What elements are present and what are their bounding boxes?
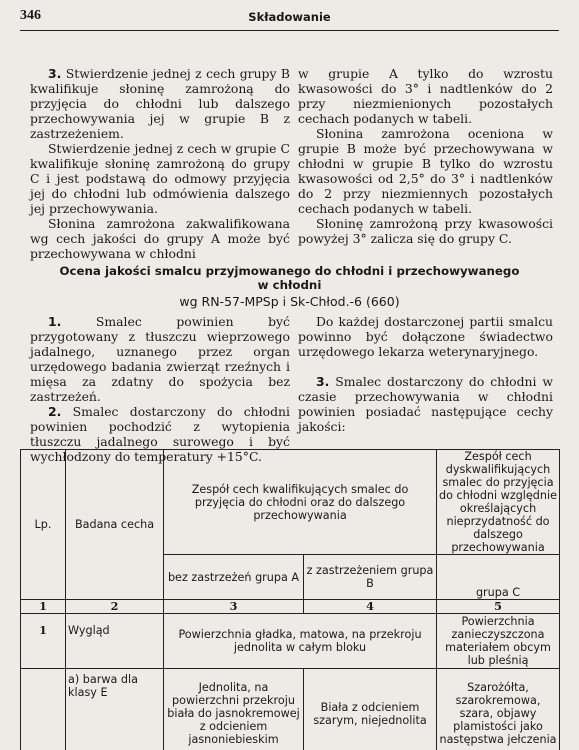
paragraph-text: Smalec dostarczony do chłodni powinien pochodzić z wytopienia tłuszczu jadalnego surowego i być wychłodzony do temperatury +15°C.: [30, 404, 290, 464]
page-number: 346: [20, 8, 41, 23]
paragraph-number: 3.: [48, 66, 62, 81]
paragraph-text: Do każdej dostarczonej partii smalcu powinno być dołączone świadectwo urzędowego lekarza weterynaryjnego.: [298, 314, 553, 359]
paragraph: [30, 66, 290, 141]
header-group-qualifying: Zespół cech kwalifikujących smalec do przyjęcia do chłodni oraz do dalszego przechowywania: [164, 450, 437, 555]
paragraph: [298, 66, 553, 126]
paragraph: [298, 126, 553, 216]
row-lp: 1: [21, 614, 66, 669]
paragraph: [30, 216, 290, 261]
header-group-c: grupa C: [437, 555, 560, 600]
header-lp: Lp.: [21, 450, 66, 600]
paragraph: [30, 314, 290, 404]
right-column-top: [298, 66, 553, 246]
row-group-c: Szarożółta, szarokremowa, szara, objawy plamistości jako następstwa jełczenia: [437, 669, 560, 750]
column-number: 2: [66, 600, 164, 614]
table-row: [21, 614, 560, 669]
row-group-a: Jednolita, na powierzchni przekroju biała do jasnokremowej z odcieniem jasnoniebieskim: [164, 669, 304, 750]
paragraph-number: 2.: [48, 404, 62, 419]
paragraph-text: Smalec powinien być przygotowany z tłuszczu wieprzowego jadalnego, uznanego przez organ urzędowego badania zwierząt rzeźnych i mięsa za zdatny do spożycia bez zastrzeżeń.: [30, 314, 290, 404]
column-number: 5: [437, 600, 560, 614]
row-group-ab: Powierzchnia gładka, matowa, na przekroju jednolita w całym bloku: [164, 614, 437, 669]
header-rule: [20, 30, 559, 31]
row-group-b: Biała z odcieniem szarym, niejednolita: [304, 669, 437, 750]
paragraph-number: 3.: [316, 374, 330, 389]
paragraph-text: Stwierdzenie jednej z cech w grupie C kwalifikuje słoninę zamrożoną do grupy C i jest podstawą do odmowy przyjęcia jej do chłodni lub odmówienia dalszego jej przechowywania.: [30, 141, 290, 216]
running-title: Składowanie: [248, 10, 331, 24]
column-number: 3: [164, 600, 304, 614]
paragraph-number: 1.: [48, 314, 62, 329]
header-group-a: bez zastrzeżeń grupa A: [164, 555, 304, 600]
paragraph-text: Stwierdzenie jednej z cech grupy B kwalifikuje słoninę zamrożoną do przyjęcia do chłodni lub dalszego przechowywania jej w grupie B z zastrzeżeniem.: [30, 66, 290, 141]
quality-table: [20, 449, 560, 750]
paragraph-text: w grupie A tylko do wzrostu kwasowości do 3° i nadtlenków do 2 przy niezmienionych pozostałych cechach podanych w tabeli.: [298, 66, 553, 126]
left-column-top: [30, 66, 290, 261]
row-cecha: a) barwa dla klasy E: [66, 669, 164, 750]
paragraph: [298, 374, 553, 434]
paragraph-text: Słonina zamrożona oceniona w grupie B może być przechowywana w chłodni w grupie B tylko do wzrostu kwasowości od 2,5° do 3° i nadtlenków do 2 przy niezmiennych pozostałych cechach podanych w tabeli.: [298, 126, 553, 216]
paragraph-text: Smalec dostarczony do chłodni w czasie przechowywania w chłodni powinien posiadać następujące cechy jakości:: [298, 374, 553, 434]
right-column-bottom: [298, 314, 553, 434]
header-badana-cecha: Badana cecha: [66, 450, 164, 600]
section-title: [20, 264, 559, 292]
column-number: 1: [21, 600, 66, 614]
paragraph: [298, 314, 553, 359]
paragraph-text: Słonina zamrożona zakwalifikowana wg cech jakości do grupy A może być przechowywana w chłodni: [30, 216, 290, 261]
section-title-line: w chłodni: [257, 278, 322, 292]
row-group-c: Powierzchnia zanieczyszczona materiałem obcym lub pleśnią: [437, 614, 560, 669]
section-title-line: Ocena jakości smalcu przyjmowanego do chłodni i przechowywanego: [59, 264, 520, 278]
table-header-row: [21, 450, 560, 555]
row-cecha: Wygląd: [66, 614, 164, 669]
header-group-b: z zastrzeżeniem grupa B: [304, 555, 437, 600]
table-row: [21, 669, 560, 750]
header-group-c-description: Zespół cech dyskwalifikujących smalec do przyjęcia do chłodni względnie określających nieprzydatność do dalszego przechowywania: [437, 450, 560, 555]
paragraph: [298, 216, 553, 246]
paragraph: [30, 141, 290, 216]
column-number: 4: [304, 600, 437, 614]
table-column-numbers: [21, 600, 560, 614]
section-subtitle: wg RN-57-MPSp i Sk-Chłod.-6 (660): [179, 294, 400, 309]
row-lp-empty: [21, 669, 66, 750]
left-column-bottom: [30, 314, 290, 464]
paragraph-text: Słoninę zamrożoną przy kwasowości powyżej 3° zalicza się do grupy C.: [298, 216, 553, 246]
